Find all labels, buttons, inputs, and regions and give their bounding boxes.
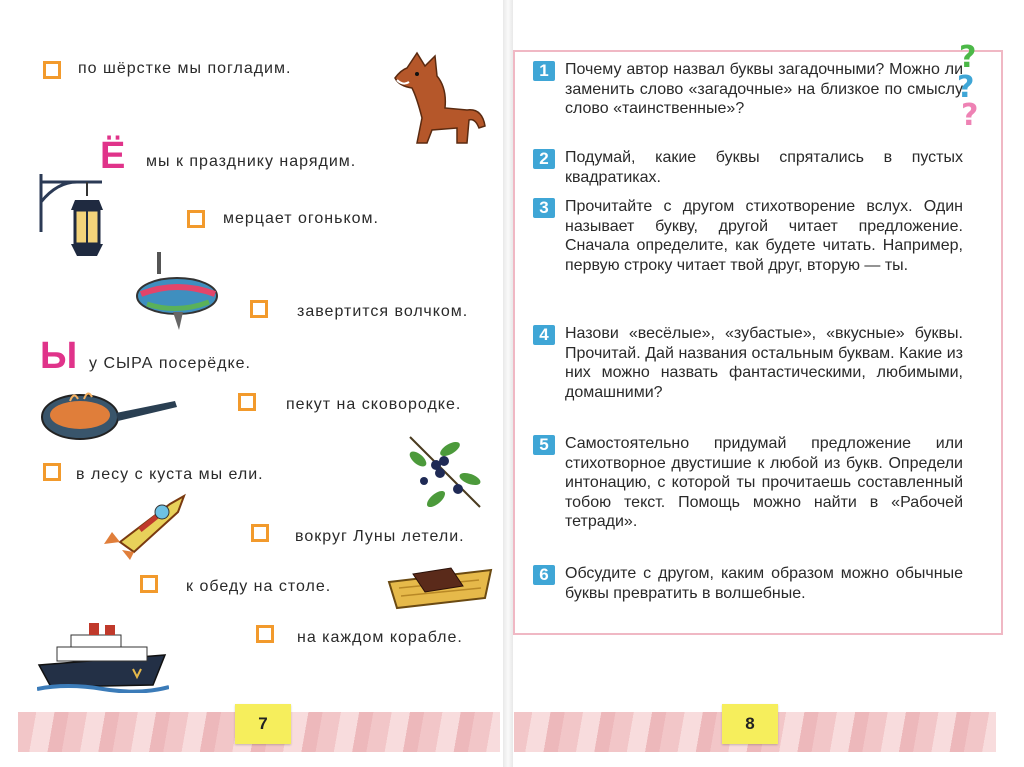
empty-square	[256, 625, 274, 643]
poem-line-1: по шёрстке мы погладим.	[78, 60, 292, 77]
question-text: Прочитайте с другом стихотворение вслух. Один называет букву, другой читает предложение. Сначала определите, как будете читать. Например, первую строку читает твой друг, вторую — ты.	[565, 198, 963, 274]
question-number-badge: 5	[533, 435, 555, 455]
poem-line-10: на каждом корабле.	[297, 629, 463, 646]
question-mark-icon: ?	[957, 70, 975, 105]
poem-line-9: к обеду на столе.	[186, 578, 332, 595]
question-item-4	[539, 324, 963, 402]
poem-line-3: мерцает огоньком.	[223, 210, 379, 227]
empty-square	[43, 61, 61, 79]
question-number-badge: 2	[533, 149, 555, 169]
poem-line-8: вокруг Луны летели.	[295, 528, 465, 545]
question-mark-icon: ?	[961, 98, 979, 133]
poem-line-6: пекут на сковородке.	[286, 396, 462, 413]
question-item-6	[539, 564, 963, 603]
question-text: Назови «весёлые», «зубастые», «вкусные» буквы. Прочитай. Дай названия остальным буквам. Какие из них можно назвать фантастическими, любимыми, домашними?	[565, 325, 963, 401]
question-text: Самостоятельно придумай предложение или стихотворное двустишие к любой из букв. Определи интонацию, с которой ты прочитаешь составленный тобою текст. Помощь можно найти в «Рабочей тетради».	[565, 435, 963, 530]
question-number-badge: 1	[533, 61, 555, 81]
question-text: Обсудите с другом, каким образом можно обычные буквы превратить в волшебные.	[565, 565, 963, 602]
empty-square	[43, 463, 61, 481]
question-item-3	[539, 197, 963, 275]
empty-square	[187, 210, 205, 228]
letter-yo: Ё	[100, 135, 126, 177]
question-mark-icon: ?	[959, 40, 977, 75]
book-gutter	[503, 0, 513, 767]
question-item-1	[539, 60, 963, 119]
bread-basket-illustration	[385, 560, 495, 610]
question-number-badge: 4	[533, 325, 555, 345]
lantern-illustration	[37, 172, 112, 264]
question-marks-decoration	[955, 40, 995, 140]
question-text: Почему автор назвал буквы загадочными? Можно ли заменить слово «загадочные» на близкое по смыслу слово «таинственные»?	[565, 61, 963, 117]
poem-line-2: мы к празднику нарядим.	[146, 153, 357, 170]
blueberry-branch-illustration	[400, 427, 490, 517]
question-item-2	[539, 148, 963, 187]
question-number-badge: 3	[533, 198, 555, 218]
frying-pan-illustration	[40, 385, 180, 445]
ship-illustration	[37, 615, 169, 693]
poem-line-7: в лесу с куста мы ели.	[76, 466, 264, 483]
page-number-right: 8	[722, 704, 778, 744]
empty-square	[250, 300, 268, 318]
letter-y: Ы	[40, 335, 78, 377]
page-number-left: 7	[235, 704, 291, 744]
poem-line-4: завертится волчком.	[297, 303, 469, 320]
empty-square	[238, 393, 256, 411]
spinning-top-illustration	[135, 250, 220, 332]
empty-square	[251, 524, 269, 542]
rocket-illustration	[100, 492, 190, 560]
empty-square	[140, 575, 158, 593]
poem-line-5: у СЫРА посерёдке.	[89, 355, 251, 372]
questions-box	[513, 50, 1003, 635]
question-number-badge: 6	[533, 565, 555, 585]
question-text: Подумай, какие буквы спрятались в пустых квадратиках.	[565, 149, 963, 186]
dog-illustration	[387, 48, 487, 148]
question-item-5	[539, 434, 963, 532]
